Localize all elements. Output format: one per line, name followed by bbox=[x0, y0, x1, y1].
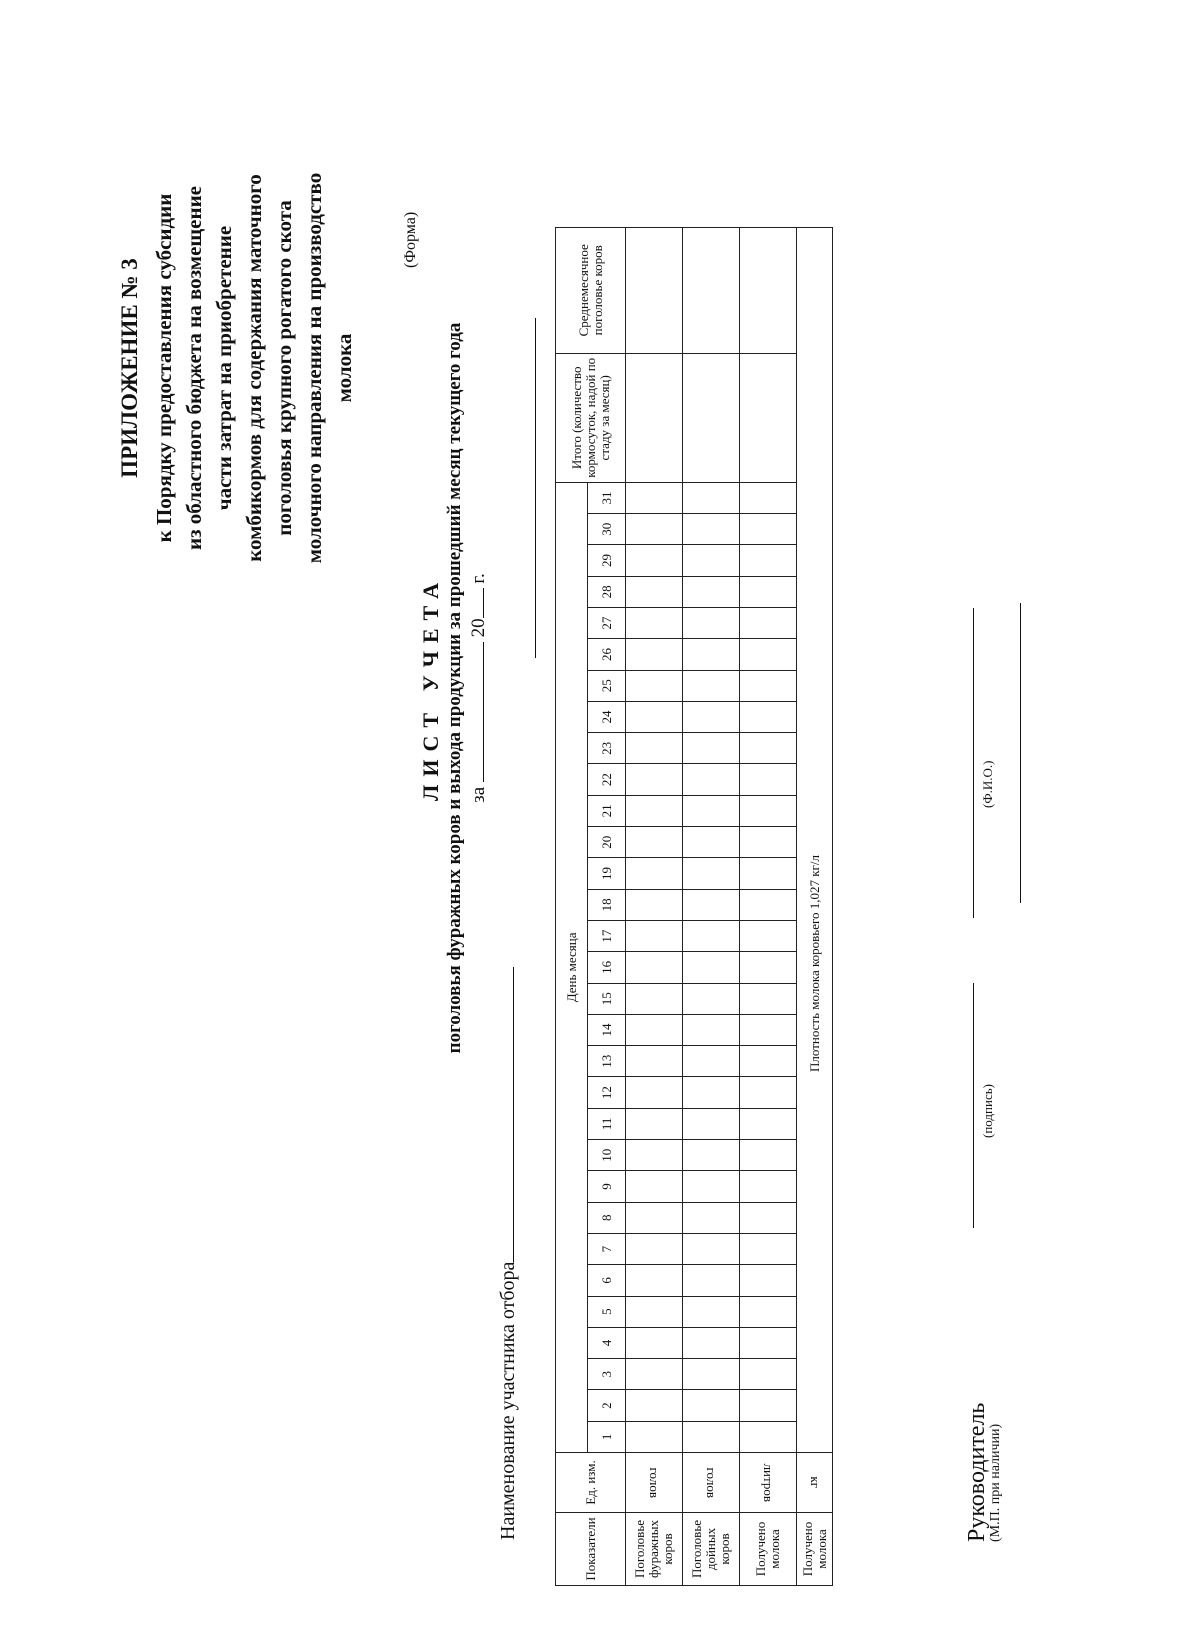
name-caption: (Ф.И.О.) bbox=[980, 760, 995, 808]
day-cell[interactable] bbox=[740, 1108, 797, 1139]
day-cell[interactable] bbox=[626, 670, 683, 701]
day-number: 1 bbox=[588, 1421, 626, 1452]
total-cell[interactable] bbox=[626, 353, 683, 482]
day-cell[interactable] bbox=[740, 1202, 797, 1233]
day-number: 8 bbox=[588, 1202, 626, 1233]
day-cell[interactable] bbox=[683, 670, 740, 701]
appendix-line: из областного бюджета на возмещение bbox=[182, 186, 206, 550]
day-cell[interactable] bbox=[683, 545, 740, 576]
day-cell[interactable] bbox=[626, 858, 683, 889]
participant-field-extension[interactable] bbox=[535, 318, 536, 658]
name-line[interactable] bbox=[973, 608, 974, 918]
appendix-line: комбикормов для содержания маточного bbox=[242, 174, 266, 562]
head-label: Руководитель bbox=[964, 1402, 990, 1542]
period-line bbox=[468, 248, 490, 1128]
day-cell[interactable] bbox=[626, 827, 683, 858]
average-cell[interactable] bbox=[626, 227, 683, 353]
day-cell[interactable] bbox=[683, 1421, 740, 1452]
day-number: 2 bbox=[588, 1390, 626, 1421]
day-cell[interactable] bbox=[626, 576, 683, 607]
day-cell[interactable] bbox=[683, 889, 740, 920]
day-number: 4 bbox=[588, 1327, 626, 1358]
average-cell[interactable] bbox=[683, 227, 740, 353]
document-subtitle: поголовья фуражных коров и выхода продукции за прошедший месяц текущего года bbox=[444, 322, 465, 1054]
day-number: 20 bbox=[588, 827, 626, 858]
day-cell[interactable] bbox=[740, 1421, 797, 1452]
mp-label: (М.П. при наличии) bbox=[988, 1423, 1003, 1542]
table-row bbox=[683, 227, 740, 1585]
day-cell[interactable] bbox=[740, 764, 797, 795]
day-cell[interactable] bbox=[626, 920, 683, 951]
day-cell[interactable] bbox=[683, 1108, 740, 1139]
day-number: 21 bbox=[588, 795, 626, 826]
day-cell[interactable] bbox=[626, 983, 683, 1014]
day-number: 10 bbox=[588, 1140, 626, 1171]
day-cell[interactable] bbox=[740, 827, 797, 858]
day-cell[interactable] bbox=[683, 983, 740, 1014]
day-cell[interactable] bbox=[683, 795, 740, 826]
day-number: 28 bbox=[588, 576, 626, 607]
day-number: 12 bbox=[588, 1077, 626, 1108]
month-field[interactable] bbox=[468, 642, 484, 782]
day-number: 11 bbox=[588, 1108, 626, 1139]
day-number: 17 bbox=[588, 920, 626, 951]
day-number: 29 bbox=[588, 545, 626, 576]
day-cell[interactable] bbox=[683, 858, 740, 889]
day-cell[interactable] bbox=[626, 952, 683, 983]
day-number: 14 bbox=[588, 1014, 626, 1045]
title-block bbox=[418, 248, 490, 1128]
day-number: 6 bbox=[588, 1265, 626, 1296]
day-cell[interactable] bbox=[683, 1233, 740, 1264]
day-number: 26 bbox=[588, 639, 626, 670]
day-cell[interactable] bbox=[683, 1390, 740, 1421]
day-cell[interactable] bbox=[740, 1171, 797, 1202]
day-cell[interactable] bbox=[683, 1202, 740, 1233]
day-cell[interactable] bbox=[683, 607, 740, 638]
day-cell[interactable] bbox=[626, 482, 683, 513]
form-label: (Форма) bbox=[402, 211, 419, 268]
day-number: 3 bbox=[588, 1359, 626, 1390]
day-cell[interactable] bbox=[626, 545, 683, 576]
day-cell[interactable] bbox=[683, 1171, 740, 1202]
day-cell[interactable] bbox=[740, 1359, 797, 1390]
day-number: 19 bbox=[588, 858, 626, 889]
period-year: 20 bbox=[468, 618, 489, 638]
day-cell[interactable] bbox=[740, 482, 797, 513]
row-label: Поголовье дойных коров bbox=[683, 1513, 740, 1586]
density-note: Плотность молока коровьего 1,027 кг/л bbox=[797, 227, 833, 1452]
day-cell[interactable] bbox=[626, 1108, 683, 1139]
day-cell[interactable] bbox=[683, 827, 740, 858]
total-cell[interactable] bbox=[683, 353, 740, 482]
day-cell[interactable] bbox=[740, 1296, 797, 1327]
day-cell[interactable] bbox=[683, 764, 740, 795]
day-number: 9 bbox=[588, 1171, 626, 1202]
day-cell[interactable] bbox=[683, 1014, 740, 1045]
extra-line bbox=[1020, 603, 1021, 903]
total-header: Итого (количество кормосуток, надой по стаду за месяц) bbox=[556, 353, 626, 482]
day-cell[interactable] bbox=[683, 701, 740, 732]
day-number: 30 bbox=[588, 514, 626, 545]
day-cell[interactable] bbox=[626, 1077, 683, 1108]
signature-block bbox=[965, 1403, 1003, 1542]
day-cell[interactable] bbox=[626, 889, 683, 920]
day-cell[interactable] bbox=[683, 1265, 740, 1296]
row-label: Поголовье фуражных коров bbox=[626, 1513, 683, 1586]
day-cell[interactable] bbox=[626, 1421, 683, 1452]
signature-line[interactable] bbox=[973, 983, 974, 1228]
day-cell[interactable] bbox=[626, 1202, 683, 1233]
day-number: 18 bbox=[588, 889, 626, 920]
day-cell[interactable] bbox=[740, 733, 797, 764]
row-unit: литров bbox=[740, 1453, 797, 1513]
appendix-line: молочного направления на производство bbox=[302, 172, 326, 564]
day-cell[interactable] bbox=[683, 1077, 740, 1108]
day-cell[interactable] bbox=[740, 1390, 797, 1421]
average-cell[interactable] bbox=[740, 227, 797, 353]
appendix-header bbox=[115, 88, 359, 648]
day-number: 5 bbox=[588, 1296, 626, 1327]
row-unit: кг bbox=[797, 1453, 833, 1513]
row-label: Получено молока bbox=[740, 1513, 797, 1586]
participant-line bbox=[497, 967, 520, 1540]
day-number: 22 bbox=[588, 764, 626, 795]
participant-label: Наименование участника отбора bbox=[497, 1261, 519, 1540]
document-title: ЛИСТ УЧЕТА bbox=[418, 575, 443, 801]
row-label: Получено молока bbox=[797, 1513, 833, 1586]
day-cell[interactable] bbox=[740, 920, 797, 951]
day-cell[interactable] bbox=[683, 576, 740, 607]
day-cell[interactable] bbox=[626, 795, 683, 826]
day-cell[interactable] bbox=[626, 1233, 683, 1264]
day-cell[interactable] bbox=[626, 764, 683, 795]
day-cell[interactable] bbox=[740, 545, 797, 576]
day-cell[interactable] bbox=[683, 1046, 740, 1077]
day-cell[interactable] bbox=[626, 701, 683, 732]
day-cell[interactable] bbox=[740, 889, 797, 920]
day-cell[interactable] bbox=[740, 795, 797, 826]
row-unit: голов bbox=[626, 1453, 683, 1513]
day-cell[interactable] bbox=[626, 1265, 683, 1296]
appendix-title: ПРИЛОЖЕНИЕ № 3 bbox=[117, 258, 142, 478]
day-cell[interactable] bbox=[683, 639, 740, 670]
total-cell[interactable] bbox=[740, 353, 797, 482]
row-unit: голов bbox=[683, 1453, 740, 1513]
period-suffix: г. bbox=[468, 573, 489, 584]
day-cell[interactable] bbox=[626, 639, 683, 670]
day-cell[interactable] bbox=[626, 1327, 683, 1358]
day-cell[interactable] bbox=[626, 1390, 683, 1421]
accounting-table bbox=[555, 227, 833, 1586]
year-field[interactable] bbox=[468, 588, 484, 618]
day-number: 25 bbox=[588, 670, 626, 701]
day-cell[interactable] bbox=[740, 1014, 797, 1045]
day-cell[interactable] bbox=[740, 1327, 797, 1358]
day-cell[interactable] bbox=[740, 607, 797, 638]
day-number: 27 bbox=[588, 607, 626, 638]
unit-header: Ед. изм. bbox=[556, 1453, 626, 1513]
day-number: 16 bbox=[588, 952, 626, 983]
appendix-line: к Порядку предоставления субсидии bbox=[152, 193, 176, 543]
day-cell[interactable] bbox=[683, 1359, 740, 1390]
day-number: 13 bbox=[588, 1046, 626, 1077]
day-cell[interactable] bbox=[626, 1296, 683, 1327]
day-cell[interactable] bbox=[626, 514, 683, 545]
day-number: 24 bbox=[588, 701, 626, 732]
period-prefix: за bbox=[468, 786, 489, 803]
appendix-line: молока bbox=[332, 333, 356, 403]
signature-caption: (подпись) bbox=[980, 1084, 995, 1138]
table-row bbox=[740, 227, 797, 1585]
day-cell[interactable] bbox=[740, 514, 797, 545]
appendix-line: поголовья крупного рогатого скота bbox=[272, 200, 296, 536]
day-cell[interactable] bbox=[626, 1046, 683, 1077]
day-cell[interactable] bbox=[683, 482, 740, 513]
day-cell[interactable] bbox=[740, 701, 797, 732]
table-row bbox=[626, 227, 683, 1585]
day-number: 31 bbox=[588, 482, 626, 513]
day-cell[interactable] bbox=[740, 639, 797, 670]
day-number: 23 bbox=[588, 733, 626, 764]
day-cell[interactable] bbox=[683, 733, 740, 764]
day-cell[interactable] bbox=[683, 514, 740, 545]
day-cell[interactable] bbox=[740, 858, 797, 889]
indicators-header: Показатели bbox=[556, 1513, 626, 1586]
average-header: Среднемесячное поголовье коров bbox=[556, 227, 626, 353]
day-cell[interactable] bbox=[740, 1233, 797, 1264]
day-cell[interactable] bbox=[740, 1046, 797, 1077]
day-cell[interactable] bbox=[740, 670, 797, 701]
day-cell[interactable] bbox=[683, 1327, 740, 1358]
day-cell[interactable] bbox=[683, 1296, 740, 1327]
day-cell[interactable] bbox=[740, 952, 797, 983]
day-cell[interactable] bbox=[740, 1265, 797, 1296]
day-cell[interactable] bbox=[626, 733, 683, 764]
day-cell[interactable] bbox=[683, 1140, 740, 1171]
appendix-line: части затрат на приобретение bbox=[212, 225, 236, 511]
day-cell[interactable] bbox=[740, 983, 797, 1014]
day-cell[interactable] bbox=[740, 1077, 797, 1108]
days-header: День месяца bbox=[556, 482, 588, 1452]
day-number: 7 bbox=[588, 1233, 626, 1264]
day-cell[interactable] bbox=[626, 1171, 683, 1202]
day-cell[interactable] bbox=[683, 952, 740, 983]
day-cell[interactable] bbox=[626, 1014, 683, 1045]
participant-field[interactable] bbox=[498, 967, 514, 1262]
day-cell[interactable] bbox=[740, 1140, 797, 1171]
day-cell[interactable] bbox=[683, 920, 740, 951]
day-cell[interactable] bbox=[626, 1140, 683, 1171]
day-cell[interactable] bbox=[740, 576, 797, 607]
table-row bbox=[797, 227, 833, 1585]
day-cell[interactable] bbox=[626, 607, 683, 638]
day-number: 15 bbox=[588, 983, 626, 1014]
day-cell[interactable] bbox=[626, 1359, 683, 1390]
